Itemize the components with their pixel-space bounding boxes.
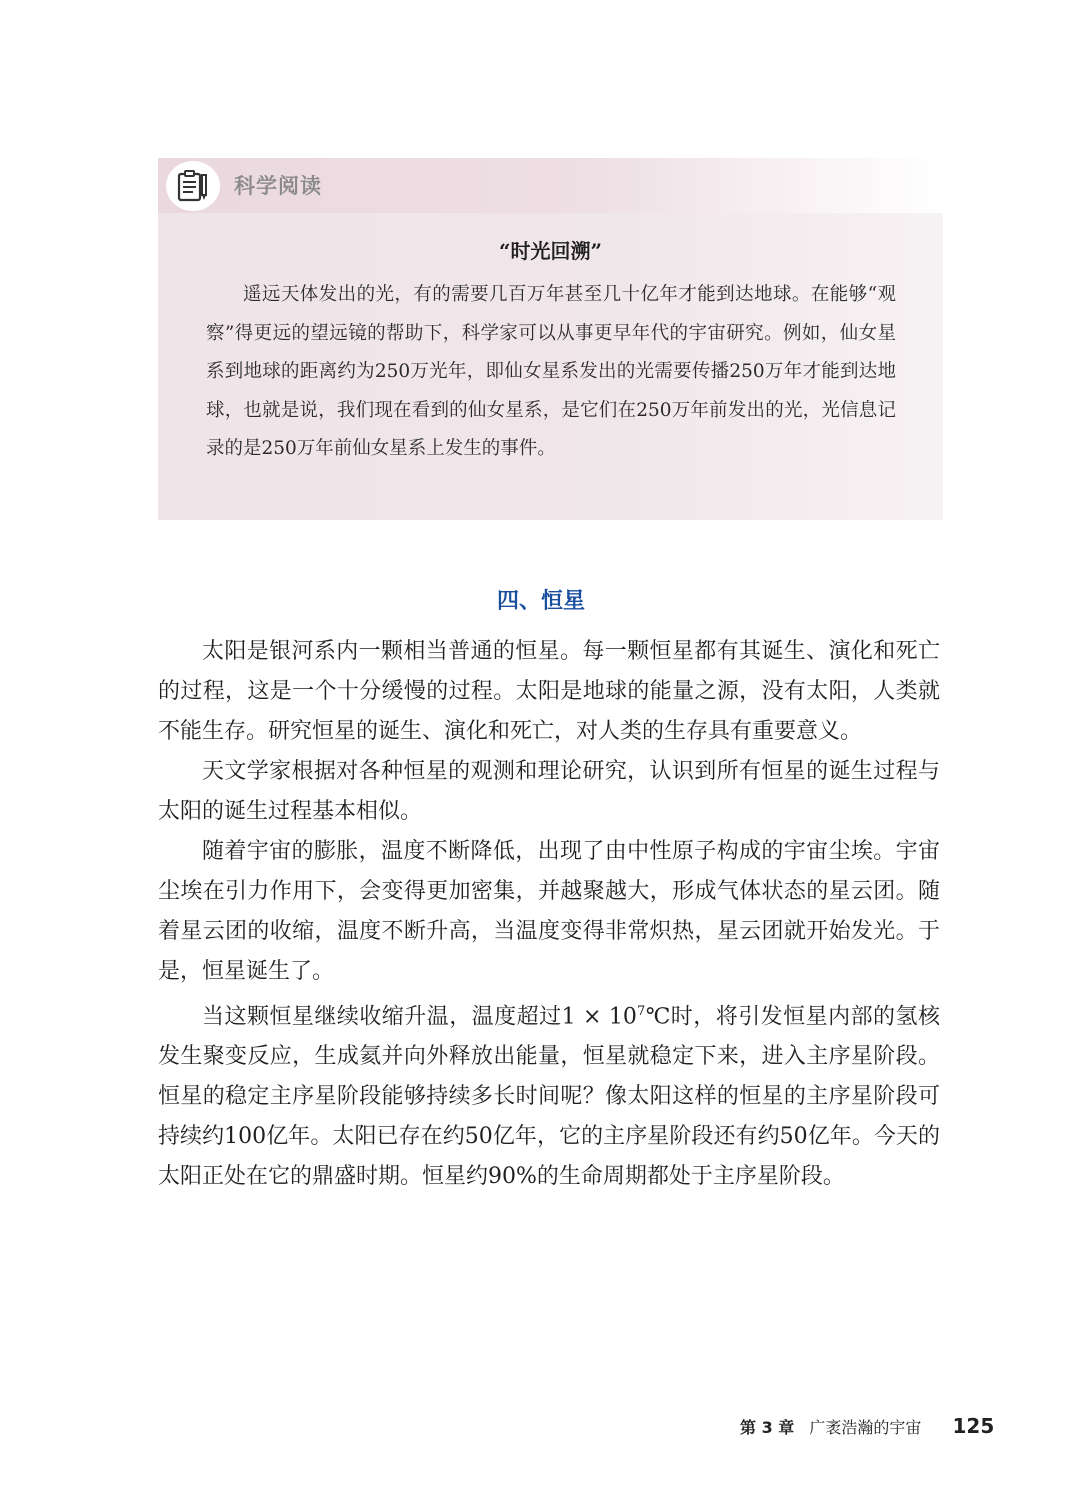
science-reading-box xyxy=(158,158,943,520)
chapter-label: 第 3 章 xyxy=(740,1418,795,1437)
section-title: 四、恒星 xyxy=(496,589,585,614)
reading-subtitle: “时光回溯” xyxy=(498,239,602,263)
page-footer xyxy=(740,1414,994,1438)
exponent: 7 xyxy=(636,1004,646,1019)
paragraph-2: 天文学家根据对各种恒星的观测和理论研究，认识到所有恒星的诞生过程与太阳的诞生过程基本相似。 xyxy=(158,759,940,824)
page-number: 125 xyxy=(952,1414,995,1438)
science-reading-header xyxy=(158,158,943,213)
paragraph-4-before: 当这颗恒星继续收缩升温，温度超过1 × 10 xyxy=(202,1004,637,1030)
reading-body xyxy=(206,276,896,469)
paragraph-3: 随着宇宙的膨胀，温度不断降低，出现了由中性原子构成的宇宙尘埃。宇宙尘埃在引力作用下，会变得更加密集，并越聚越大，形成气体状态的星云团。随着星云团的收缩，温度不断升高，当温度变得非常炽热，星云团就开始发光。于是，恒星诞生了。 xyxy=(158,839,940,984)
reading-paragraph: 遥远天体发出的光，有的需要几百万年甚至几十亿年才能到达地球。在能够“观察”得更远的望远镜的帮助下，科学家可以从事更早年代的宇宙研究。例如，仙女星系到地球的距离约为250万光年，即仙女星系发出的光需要传播250万年才能到达地球，也就是说，我们现在看到的仙女星系，是它们在250万年前发出的光，光信息记录的是250万年前仙女星系上发生的事件。 xyxy=(206,284,896,459)
science-reading-label: 科学阅读 xyxy=(234,174,322,198)
chapter-title: 广袤浩瀚的宇宙 xyxy=(809,1418,922,1437)
paragraph-1: 太阳是银河系内一颗相当普通的恒星。每一颗恒星都有其诞生、演化和死亡的过程，这是一个十分缓慢的过程。太阳是地球的能量之源，没有太阳，人类就不能生存。研究恒星的诞生、演化和死亡，对人类的生存具有重要意义。 xyxy=(158,639,940,744)
main-text xyxy=(158,632,940,1197)
paragraph-4-after: ℃时，将引发恒星内部的氢核发生聚变反应，生成氦并向外释放出能量，恒星就稳定下来，进入主序星阶段。恒星的稳定主序星阶段能够持续多长时间呢？像太阳这样的恒星的主序星阶段可持续约100亿年。太阳已存在约50亿年，它的主序星阶段还有约50亿年。今天的太阳正处在它的鼎盛时期。恒星约90%的生命周期都处于主序星阶段。 xyxy=(158,1004,940,1190)
notes-icon xyxy=(166,161,220,211)
paragraph-4 xyxy=(158,992,940,1197)
